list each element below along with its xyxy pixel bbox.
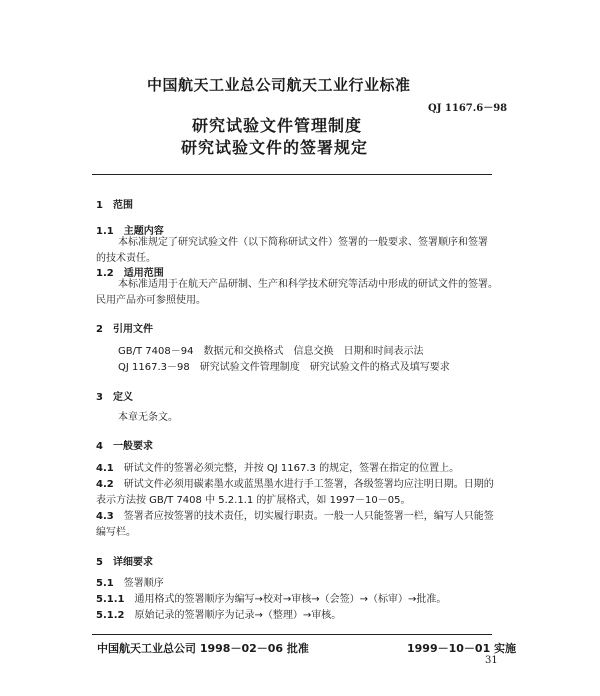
section-1-1-text-line1: 本标准规定了研究试验文件（以下简称研试文件）签署的一般要求、签署顺序和签署 bbox=[118, 237, 488, 248]
section-title: 详细要求 bbox=[112, 557, 153, 568]
clause-5-1-2 bbox=[96, 608, 341, 624]
clause-text: 原始记录的签署顺序为记录→（整理）→审核。 bbox=[134, 610, 342, 621]
clause-4-1 bbox=[96, 461, 459, 477]
section-number: 3 bbox=[96, 392, 103, 403]
clause-text: 签署者应按签署的技术责任，切实履行职责。一般一人只能签署一栏，编写人只能签 bbox=[123, 511, 494, 522]
clause-4-3-line2: 编写栏。 bbox=[96, 527, 136, 538]
clause-5-1 bbox=[96, 576, 164, 592]
document-title-line1: 研究试验文件管理制度 bbox=[192, 116, 363, 135]
section-3-heading bbox=[96, 388, 133, 403]
section-2-heading bbox=[96, 320, 153, 335]
footer-divider bbox=[92, 634, 492, 635]
clause-number: 4.2 bbox=[96, 479, 114, 490]
section-3-text: 本章无条文。 bbox=[118, 412, 178, 423]
section-title: 范围 bbox=[112, 200, 133, 211]
clause-text: 研试文件必须用碳素墨水或蓝黑墨水进行手工签署，各级签署均应注明日期。日期的 bbox=[123, 479, 494, 490]
clause-4-2-line1 bbox=[96, 477, 494, 493]
section-number: 2 bbox=[96, 324, 103, 335]
reference-item: GB/T 7408－94 数据元和交换格式 信息交换 日期和时间表示法 bbox=[118, 346, 424, 357]
section-5-heading bbox=[96, 553, 153, 568]
clause-4-2-line2: 表示方法按 GB/T 7408 中 5.2.1.1 的扩展格式，如 1997－10－05。 bbox=[96, 495, 411, 506]
section-1-2-text-line1: 本标准适用于在航天产品研制、生产和科学技术研究等活动中形成的研试文件的签署。 bbox=[118, 279, 498, 290]
clause-number: 5.1 bbox=[96, 578, 114, 589]
standard-number: QJ 1167.6－98 bbox=[428, 103, 508, 114]
section-number: 1 bbox=[96, 200, 103, 211]
section-title: 主题内容 bbox=[123, 226, 164, 237]
standard-category-title: 中国航天工业总公司航天工业行业标准 bbox=[147, 76, 411, 94]
section-1-1-text-line2: 的技术责任。 bbox=[96, 253, 156, 264]
clause-text: 研试文件的签署必须完整，并按 QJ 1167.3 的规定，签署在指定的位置上。 bbox=[123, 463, 460, 474]
section-number: 1.2 bbox=[96, 268, 114, 279]
clause-number: 4.1 bbox=[96, 463, 114, 474]
clause-number: 5.1.1 bbox=[96, 594, 125, 605]
effective-date: 1999－10－01 实施 bbox=[407, 642, 517, 655]
section-1-heading bbox=[96, 196, 133, 211]
clause-5-1-1 bbox=[96, 592, 446, 608]
page-number: 31 bbox=[485, 655, 498, 666]
clause-number: 4.3 bbox=[96, 511, 114, 522]
section-number: 1.1 bbox=[96, 226, 114, 237]
section-title: 适用范围 bbox=[123, 268, 164, 279]
header-divider bbox=[92, 174, 492, 175]
reference-item: QJ 1167.3－98 研究试验文件管理制度 研究试验文件的格式及填写要求 bbox=[118, 362, 450, 373]
section-number: 5 bbox=[96, 557, 103, 568]
document-title-line2: 研究试验文件的签署规定 bbox=[181, 138, 369, 157]
section-title: 定义 bbox=[112, 392, 133, 403]
clause-text: 签署顺序 bbox=[123, 578, 164, 589]
section-number: 4 bbox=[96, 441, 103, 452]
clause-number: 5.1.2 bbox=[96, 610, 125, 621]
issued-by-date: 中国航天工业总公司 1998－02－06 批准 bbox=[97, 642, 309, 655]
section-title: 一般要求 bbox=[112, 441, 153, 452]
section-1-2-text-line2: 民用产品亦可参照使用。 bbox=[96, 295, 206, 306]
section-4-heading bbox=[96, 437, 153, 452]
section-title: 引用文件 bbox=[112, 324, 153, 335]
clause-4-3-line1 bbox=[96, 509, 494, 525]
clause-text: 通用格式的签署顺序为编写→校对→审核→（会签）→（标审）→批准。 bbox=[134, 594, 447, 605]
